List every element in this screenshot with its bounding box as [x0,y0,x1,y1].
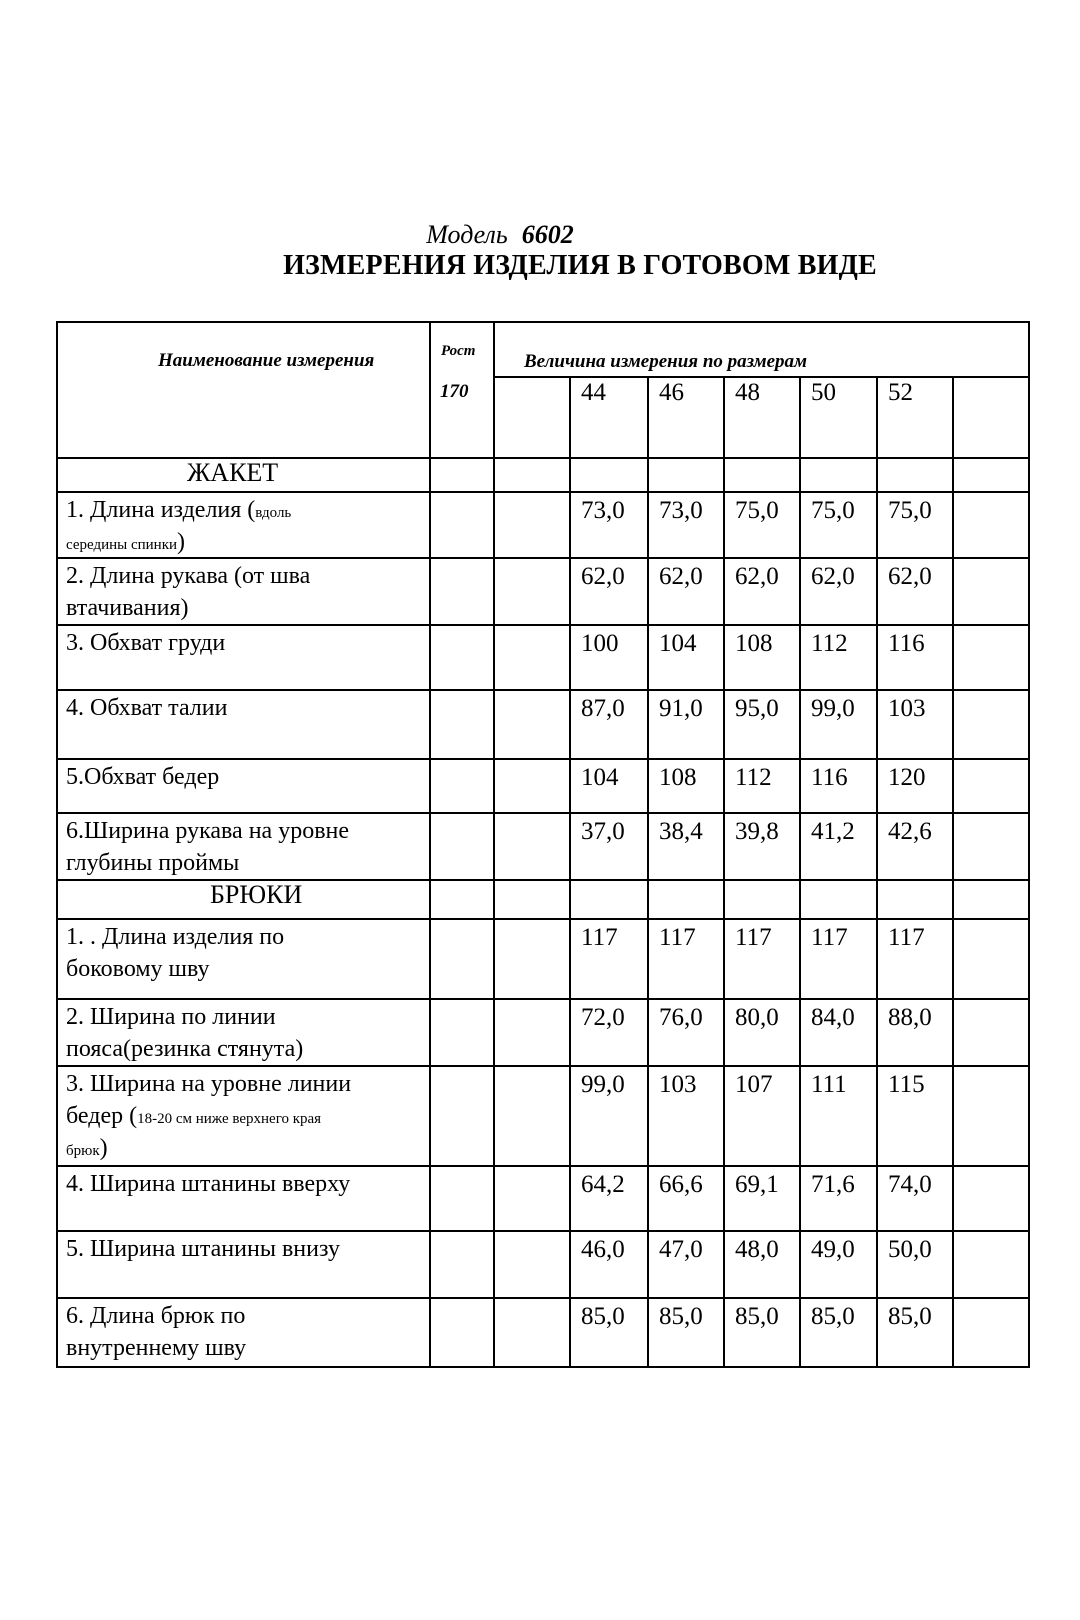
measurement-value: 120 [888,764,926,791]
column-header-name: Наименование измерения [158,350,375,371]
row-divider [56,557,1028,559]
row-label: 6.Ширина рукава на уровне [66,818,350,844]
measurement-value: 85,0 [659,1303,703,1330]
measurement-value: 95,0 [735,695,779,722]
measurement-value: 87,0 [581,695,625,722]
measurement-value: 49,0 [811,1236,855,1263]
size-label: 50 [811,379,836,406]
measurement-value: 62,0 [811,563,855,590]
row-label-note: вдоль [255,505,292,521]
measurement-value: 42,6 [888,818,932,845]
measurement-value: 117 [581,924,618,951]
measurement-value: 117 [659,924,696,951]
model-number: 6602 [521,220,574,249]
measurement-value: 84,0 [811,1004,855,1031]
measurement-value: 76,0 [659,1004,703,1031]
size-label: 48 [735,379,760,406]
measurement-value: 74,0 [888,1171,932,1198]
measurement-value: 85,0 [735,1303,779,1330]
measurement-value: 117 [888,924,925,951]
row-label-line2: пояса(резинка стянута) [66,1036,304,1062]
size-label: 52 [888,379,913,406]
row-label-note: середины спинки [66,537,178,553]
col-divider [723,376,725,1366]
measurement-value: 62,0 [659,563,703,590]
row-label-line2: середины спинки) [66,529,186,555]
row-label: 5. Ширина штанины внизу [66,1236,340,1262]
row-label-line3: брюк) [66,1135,108,1161]
table-border-right [1028,321,1030,1368]
row-label: 3. Обхват груди [66,630,226,656]
measurement-value: 71,6 [811,1171,855,1198]
row-divider [56,1230,1028,1232]
row-label-line2: втачивания) [66,595,189,621]
measurement-value: 85,0 [888,1303,932,1330]
measurement-value: 107 [735,1071,773,1098]
row-label: 2. Ширина по линии [66,1004,276,1030]
column-header-height: Рост [441,343,476,359]
row-divider [56,1297,1028,1299]
row-divider [56,998,1028,1000]
row-label-line2: бедер (18-20 см ниже верхнего края [66,1103,322,1129]
measurement-value: 62,0 [888,563,932,590]
section-title: ЖАКЕТ [187,458,279,487]
measurement-value: 104 [659,630,697,657]
measurement-value: 91,0 [659,695,703,722]
measurement-value: 50,0 [888,1236,932,1263]
measurement-value: 112 [735,764,772,791]
document-title: ИЗМЕРЕНИЯ ИЗДЕЛИЯ В ГОТОВОМ ВИДЕ [283,250,877,281]
measurement-value: 112 [811,630,848,657]
row-label-note: брюк [66,1143,100,1159]
col-divider [952,376,954,1366]
measurement-value: 73,0 [581,497,625,524]
measurement-value: 37,0 [581,818,625,845]
column-header-sizes: Величина измерения по размерам [524,351,808,372]
measurement-value: 66,6 [659,1171,703,1198]
measurement-value: 48,0 [735,1236,779,1263]
row-label-line2: боковому шву [66,956,210,982]
measurement-value: 116 [888,630,925,657]
measurement-value: 85,0 [581,1303,625,1330]
measurement-value: 72,0 [581,1004,625,1031]
measurement-value: 117 [735,924,772,951]
measurement-value: 62,0 [735,563,779,590]
measurement-value: 75,0 [811,497,855,524]
measurement-value: 115 [888,1071,925,1098]
row-divider [56,758,1028,760]
size-label: 44 [581,379,606,406]
section-title: БРЮКИ [210,880,303,909]
row-divider [56,624,1028,626]
measurement-value: 100 [581,630,619,657]
table-border-left [56,321,58,1368]
measurement-value: 117 [811,924,848,951]
measurement-value: 41,2 [811,818,855,845]
row-label-line2: внутреннему шву [66,1335,247,1361]
row-label: 1. . Длина изделия по [66,924,285,950]
height-value: 170 [440,381,469,402]
row-label: 2. Длина рукава (от шва [66,563,311,589]
row-divider [56,689,1028,691]
table-border-top [56,321,1030,323]
col-divider [799,376,801,1366]
measurement-value: 85,0 [811,1303,855,1330]
measurement-value: 75,0 [735,497,779,524]
measurement-value: 39,8 [735,818,779,845]
row-divider [56,812,1028,814]
row-label: 3. Ширина на уровне линии [66,1071,352,1097]
measurement-value: 88,0 [888,1004,932,1031]
measurement-value: 62,0 [581,563,625,590]
measurement-value: 47,0 [659,1236,703,1263]
row-label-line2: глубины проймы [66,850,240,876]
measurement-value: 75,0 [888,497,932,524]
table-border-bottom [56,1366,1030,1368]
measurement-value: 111 [811,1071,847,1098]
measurement-value: 38,4 [659,818,703,845]
measurement-value: 116 [811,764,848,791]
measurement-value: 103 [659,1071,697,1098]
measurement-value: 99,0 [811,695,855,722]
row-label: 1. Длина изделия (вдоль [66,497,292,523]
row-label: 5.Обхват бедер [66,764,220,790]
measurement-value: 108 [735,630,773,657]
measurement-value: 46,0 [581,1236,625,1263]
row-label: 4. Ширина штанины вверху [66,1171,351,1197]
row-label-note: 18-20 см ниже верхнего края [137,1111,322,1127]
col-divider [647,376,649,1366]
measurement-value: 99,0 [581,1071,625,1098]
model-label: Модель [426,220,508,249]
measurement-value: 80,0 [735,1004,779,1031]
measurement-value: 73,0 [659,497,703,524]
measurement-value: 103 [888,695,926,722]
col-divider [876,376,878,1366]
row-divider [56,491,1028,493]
measurement-value: 69,1 [735,1171,779,1198]
col-divider [569,376,571,1366]
row-divider [56,1165,1028,1167]
measurement-value: 104 [581,764,619,791]
row-divider [56,918,1028,920]
row-label: 6. Длина брюк по [66,1303,246,1329]
col-divider [493,321,495,1366]
measurement-value: 64,2 [581,1171,625,1198]
row-label: 4. Обхват талии [66,695,228,721]
measurement-value: 108 [659,764,697,791]
col-divider [429,321,431,1366]
size-label: 46 [659,379,684,406]
